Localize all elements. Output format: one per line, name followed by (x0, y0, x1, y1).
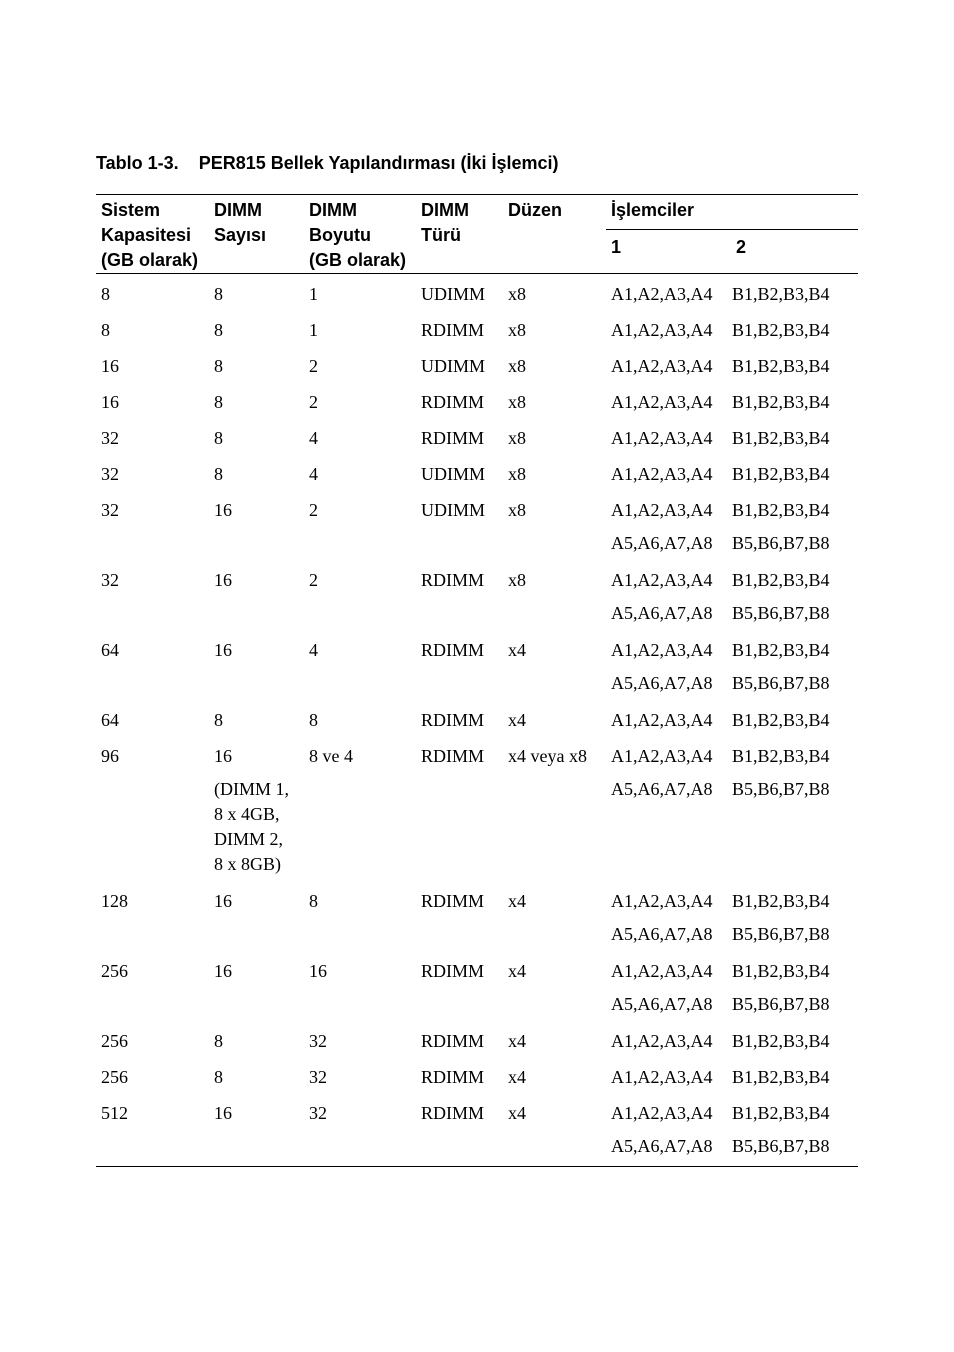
header-processor-1: 1 (606, 229, 731, 273)
table-row (96, 739, 858, 775)
cell-rank: x4 veya x8 (508, 746, 587, 766)
cell-rank (503, 669, 606, 703)
cell-rank (503, 990, 606, 1024)
cell-processor-2: B5,B6,B7,B8 (732, 924, 830, 944)
table-row (96, 563, 858, 599)
cell-processor-2: B1,B2,B3,B4 (732, 891, 830, 911)
table-row (96, 703, 858, 739)
cell-dimm-size: 2 (309, 356, 318, 376)
cell-dimm-size (304, 1132, 416, 1167)
table-row (96, 884, 858, 920)
cell-capacity: 96 (101, 746, 119, 766)
cell-rank: x8 (508, 284, 526, 304)
table-row (96, 954, 858, 990)
cell-capacity: 16 (101, 392, 119, 412)
table-row (96, 349, 858, 385)
cell-rank: x8 (508, 428, 526, 448)
cell-dimm-size: 2 (309, 392, 318, 412)
header-capacity (96, 195, 209, 274)
header-processors: İşlemciler (606, 195, 858, 230)
table-row (96, 775, 858, 884)
header-capacity-line: Kapasitesi (101, 225, 192, 245)
cell-dimm-count (209, 599, 304, 633)
cell-capacity (96, 920, 209, 954)
cell-dimm-type: RDIMM (421, 1031, 485, 1051)
cell-dimm-size: 32 (309, 1103, 327, 1123)
cell-processor-1: A1,A2,A3,A4 (611, 428, 713, 448)
cell-capacity (96, 990, 209, 1024)
cell-rank: x4 (508, 891, 526, 911)
header-dimm-size-line: Boyutu (309, 225, 371, 245)
cell-dimm-size: 8 (309, 710, 318, 730)
cell-processor-2: B1,B2,B3,B4 (732, 428, 830, 448)
cell-rank: x8 (508, 392, 526, 412)
cell-dimm-size: 2 (309, 570, 318, 590)
cell-rank: x4 (508, 1031, 526, 1051)
header-dimm-count-line: Sayısı (214, 225, 267, 245)
cell-processor-1: A5,A6,A7,A8 (611, 924, 713, 944)
cell-dimm-size (304, 669, 416, 703)
cell-dimm-type: UDIMM (421, 356, 486, 376)
memory-config-table (96, 194, 858, 1167)
cell-processor-2: B1,B2,B3,B4 (732, 1103, 830, 1123)
cell-dimm-type: RDIMM (421, 746, 485, 766)
table-row (96, 421, 858, 457)
cell-processor-2: B1,B2,B3,B4 (732, 1067, 830, 1087)
cell-dimm-size: 8 ve 4 (309, 746, 353, 766)
cell-dimm-count: (DIMM 1, 8 x 4GB, DIMM 2, 8 x 8GB) (214, 779, 289, 874)
cell-rank: x4 (508, 710, 526, 730)
cell-dimm-size: 16 (309, 961, 327, 981)
header-rank: Düzen (503, 195, 606, 274)
cell-processor-1: A1,A2,A3,A4 (611, 961, 713, 981)
cell-capacity (96, 529, 209, 563)
header-processor-2: 2 (731, 229, 858, 273)
cell-dimm-size: 4 (309, 428, 318, 448)
cell-processor-1: A1,A2,A3,A4 (611, 392, 713, 412)
header-dimm-count (209, 195, 304, 274)
cell-processor-1: A1,A2,A3,A4 (611, 891, 713, 911)
cell-processor-1: A5,A6,A7,A8 (611, 779, 713, 799)
cell-rank: x4 (508, 1103, 526, 1123)
cell-rank (503, 529, 606, 563)
cell-dimm-type: RDIMM (421, 320, 485, 340)
cell-dimm-size (304, 920, 416, 954)
cell-dimm-size: 4 (309, 640, 318, 660)
cell-dimm-type: RDIMM (421, 640, 485, 660)
cell-processor-2: B5,B6,B7,B8 (732, 533, 830, 553)
cell-processor-1: A1,A2,A3,A4 (611, 320, 713, 340)
header-dimm-type (416, 195, 503, 274)
cell-dimm-type (416, 920, 503, 954)
cell-dimm-count (209, 669, 304, 703)
cell-processor-1: A5,A6,A7,A8 (606, 1132, 731, 1167)
cell-processor-1: A1,A2,A3,A4 (611, 1031, 713, 1051)
cell-dimm-count (209, 529, 304, 563)
cell-rank: x4 (508, 1067, 526, 1087)
cell-capacity: 256 (101, 1067, 128, 1087)
cell-processor-1: A1,A2,A3,A4 (611, 640, 713, 660)
cell-dimm-count: 16 (214, 891, 232, 911)
cell-processor-1: A1,A2,A3,A4 (611, 1103, 713, 1123)
cell-dimm-count (209, 920, 304, 954)
cell-rank (503, 1132, 606, 1167)
cell-capacity: 32 (101, 570, 119, 590)
table-caption (96, 153, 559, 174)
cell-processor-2: B1,B2,B3,B4 (732, 746, 830, 766)
table (96, 194, 858, 1167)
cell-dimm-size (304, 529, 416, 563)
cell-dimm-type: RDIMM (421, 570, 485, 590)
cell-capacity: 128 (101, 891, 128, 911)
cell-rank: x8 (508, 570, 526, 590)
cell-dimm-type (416, 990, 503, 1024)
cell-capacity (96, 599, 209, 633)
cell-processor-1: A5,A6,A7,A8 (611, 673, 713, 693)
table-row (96, 493, 858, 529)
cell-dimm-count: 8 (214, 320, 223, 340)
cell-dimm-type: UDIMM (421, 500, 486, 520)
cell-dimm-type: RDIMM (421, 1103, 485, 1123)
cell-rank: x4 (508, 961, 526, 981)
cell-dimm-size: 32 (309, 1067, 327, 1087)
cell-dimm-type: RDIMM (421, 392, 485, 412)
cell-rank: x8 (508, 320, 526, 340)
cell-capacity: 64 (101, 640, 119, 660)
table-row (96, 990, 858, 1024)
cell-processor-2: B1,B2,B3,B4 (732, 1031, 830, 1051)
cell-dimm-size: 8 (309, 891, 318, 911)
cell-capacity: 16 (101, 356, 119, 376)
cell-processor-2: B5,B6,B7,B8 (732, 673, 830, 693)
cell-dimm-type (416, 1132, 503, 1167)
table-row (96, 385, 858, 421)
table-row (96, 669, 858, 703)
cell-processor-1: A5,A6,A7,A8 (611, 603, 713, 623)
cell-dimm-count (209, 1132, 304, 1167)
cell-dimm-type (416, 775, 503, 884)
cell-dimm-count: 16 (214, 961, 232, 981)
cell-processor-1: A5,A6,A7,A8 (611, 994, 713, 1014)
cell-capacity: 32 (101, 428, 119, 448)
cell-dimm-count: 16 (214, 570, 232, 590)
cell-dimm-type (416, 529, 503, 563)
cell-processor-1: A1,A2,A3,A4 (611, 710, 713, 730)
table-row (96, 529, 858, 563)
cell-capacity: 8 (101, 320, 110, 340)
cell-capacity (96, 669, 209, 703)
header-capacity-line: Sistem (101, 200, 161, 220)
cell-dimm-count: 8 (214, 1067, 223, 1087)
header-dimm-type-line: Türü (421, 225, 461, 245)
table-number: Tablo 1-3. (96, 153, 179, 173)
cell-capacity: 256 (101, 1031, 128, 1051)
cell-rank (503, 599, 606, 633)
cell-dimm-count: 16 (214, 500, 232, 520)
cell-dimm-type: UDIMM (421, 464, 486, 484)
cell-processor-2: B5,B6,B7,B8 (731, 1132, 858, 1167)
table-body (96, 274, 858, 1167)
cell-processor-1: A1,A2,A3,A4 (611, 356, 713, 376)
cell-processor-2: B1,B2,B3,B4 (732, 710, 830, 730)
cell-dimm-type: RDIMM (421, 961, 485, 981)
cell-dimm-size (304, 599, 416, 633)
cell-dimm-count: 16 (214, 640, 232, 660)
cell-dimm-size: 1 (309, 320, 318, 340)
table-row (96, 1024, 858, 1060)
table-header (96, 195, 858, 274)
cell-processor-2: B1,B2,B3,B4 (732, 392, 830, 412)
header-capacity-line: (GB olarak) (101, 250, 199, 270)
cell-dimm-count: 8 (214, 356, 223, 376)
cell-dimm-size: 2 (309, 500, 318, 520)
cell-dimm-size: 1 (309, 284, 318, 304)
cell-rank (503, 775, 606, 884)
table-row (96, 313, 858, 349)
table-title: PER815 Bellek Yapılandırması (İki İşlemci) (198, 153, 559, 173)
cell-processor-1: A1,A2,A3,A4 (611, 1067, 713, 1087)
table-row (96, 1060, 858, 1096)
cell-rank: x8 (508, 356, 526, 376)
cell-processor-2: B5,B6,B7,B8 (732, 994, 830, 1014)
cell-rank: x4 (508, 640, 526, 660)
cell-capacity: 512 (101, 1103, 128, 1123)
cell-dimm-type: UDIMM (421, 284, 486, 304)
header-dimm-type-line: DIMM (421, 200, 469, 220)
cell-dimm-count: 16 (214, 1103, 232, 1123)
cell-dimm-count: 8 (214, 284, 223, 304)
cell-processor-1: A5,A6,A7,A8 (611, 533, 713, 553)
cell-dimm-type: RDIMM (421, 891, 485, 911)
cell-dimm-type: RDIMM (421, 428, 485, 448)
cell-capacity (96, 775, 209, 884)
cell-dimm-count: 8 (214, 392, 223, 412)
cell-processor-2: B1,B2,B3,B4 (732, 356, 830, 376)
cell-processor-1: A1,A2,A3,A4 (611, 464, 713, 484)
header-dimm-size-line: DIMM (309, 200, 357, 220)
cell-dimm-size: 32 (309, 1031, 327, 1051)
table-row (96, 1096, 858, 1132)
cell-dimm-type: RDIMM (421, 1067, 485, 1087)
cell-dimm-size (304, 990, 416, 1024)
cell-processor-2: B1,B2,B3,B4 (732, 961, 830, 981)
cell-processor-1: A1,A2,A3,A4 (611, 570, 713, 590)
cell-dimm-count: 8 (214, 428, 223, 448)
cell-dimm-type (416, 599, 503, 633)
cell-processor-1: A1,A2,A3,A4 (611, 284, 713, 304)
cell-processor-2: B1,B2,B3,B4 (732, 284, 830, 304)
cell-processor-2: B1,B2,B3,B4 (732, 570, 830, 590)
table-row (96, 1132, 858, 1167)
table-row (96, 457, 858, 493)
cell-rank (503, 920, 606, 954)
cell-dimm-count (209, 990, 304, 1024)
table-row (96, 633, 858, 669)
cell-capacity (96, 1132, 209, 1167)
table-row (96, 599, 858, 633)
cell-dimm-type (416, 669, 503, 703)
cell-processor-2: B5,B6,B7,B8 (732, 779, 830, 799)
cell-processor-2: B1,B2,B3,B4 (732, 320, 830, 340)
cell-dimm-count: 8 (214, 1031, 223, 1051)
cell-capacity: 8 (101, 284, 110, 304)
cell-rank: x8 (508, 464, 526, 484)
cell-dimm-count: 8 (214, 710, 223, 730)
cell-dimm-type: RDIMM (421, 710, 485, 730)
cell-dimm-count: 8 (214, 464, 223, 484)
cell-processor-1: A1,A2,A3,A4 (611, 500, 713, 520)
table-row (96, 274, 858, 314)
cell-capacity: 32 (101, 464, 119, 484)
cell-dimm-count: 16 (214, 746, 232, 766)
header-dimm-size-line: (GB olarak) (309, 250, 407, 270)
cell-processor-2: B1,B2,B3,B4 (732, 500, 830, 520)
header-dimm-size (304, 195, 416, 274)
cell-processor-2: B5,B6,B7,B8 (732, 603, 830, 623)
cell-dimm-size (304, 775, 416, 884)
cell-processor-2: B1,B2,B3,B4 (732, 464, 830, 484)
cell-rank: x8 (508, 500, 526, 520)
cell-capacity: 64 (101, 710, 119, 730)
cell-dimm-size: 4 (309, 464, 318, 484)
header-dimm-count-line: DIMM (214, 200, 262, 220)
cell-capacity: 256 (101, 961, 128, 981)
cell-capacity: 32 (101, 500, 119, 520)
table-row (96, 920, 858, 954)
cell-processor-1: A1,A2,A3,A4 (611, 746, 713, 766)
cell-processor-2: B1,B2,B3,B4 (732, 640, 830, 660)
